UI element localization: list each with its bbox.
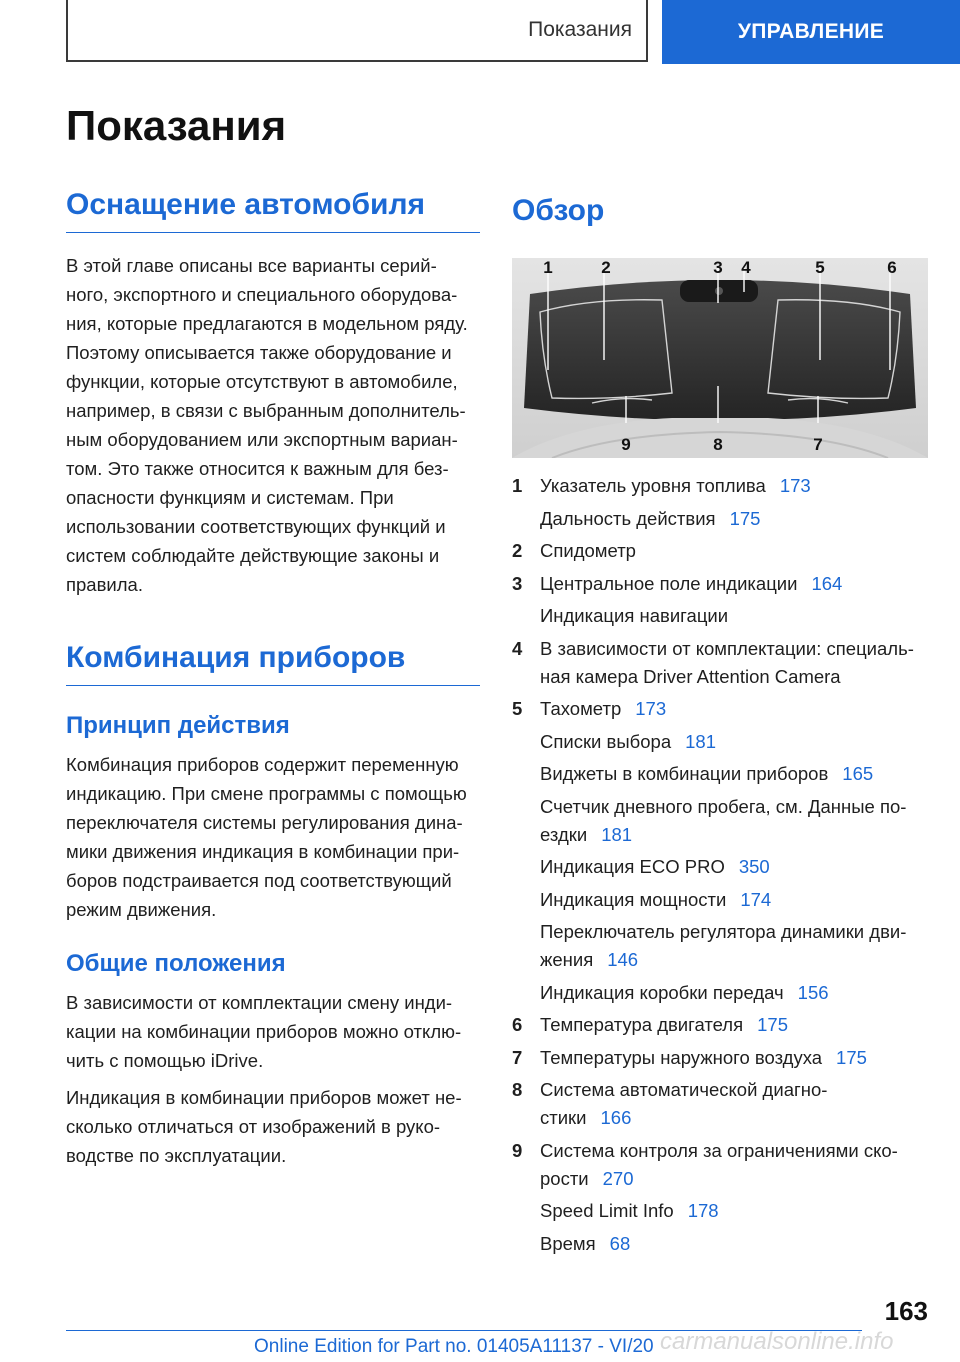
heading-cluster: Комбинация приборов xyxy=(66,641,406,674)
page-ref-link[interactable]: 166 xyxy=(600,1107,632,1128)
legend-text: Указатель уровня топлива 173 xyxy=(540,475,811,496)
heading-general: Общие положения xyxy=(66,950,286,977)
legend-item xyxy=(512,537,932,565)
callout-4: 4 xyxy=(741,258,751,277)
callout-2: 2 xyxy=(601,258,611,277)
page-number: 163 xyxy=(884,1296,928,1326)
page-ref-link[interactable]: 350 xyxy=(738,856,770,877)
legend-number: 1 xyxy=(512,475,523,496)
callout-7: 7 xyxy=(813,435,823,454)
legend-number: 4 xyxy=(512,637,523,659)
left-column xyxy=(66,188,480,1170)
legend-number xyxy=(512,505,540,533)
page-ref-link[interactable]: 146 xyxy=(607,949,639,970)
legend-text: Индикация навигации xyxy=(540,605,729,626)
heading-principle: Принцип действия xyxy=(66,712,290,739)
footer-text: Online Edition for Part no. 01405A11137 - VI/20 xyxy=(254,1336,654,1357)
legend-number xyxy=(512,979,540,1007)
legend-number xyxy=(512,602,540,630)
legend-item xyxy=(512,918,932,974)
page-ref-link[interactable]: 174 xyxy=(740,888,772,910)
legend-number xyxy=(512,1230,540,1258)
legend-text: В зависимости от комплектации: специаль- ная камера Driver Attention Camera xyxy=(540,637,914,687)
legend-item xyxy=(512,635,932,691)
legend-item xyxy=(512,472,932,500)
legend-text: Тахометр 173 xyxy=(540,698,667,719)
legend-item xyxy=(512,1076,932,1132)
legend-item xyxy=(512,570,932,598)
legend-number xyxy=(512,728,540,756)
legend-number: 2 xyxy=(512,540,523,561)
legend-number: 7 xyxy=(512,1046,523,1068)
watermark: carmanualsonline.info xyxy=(660,1328,894,1355)
legend-number: 5 xyxy=(512,698,523,719)
heading-overview: Обзор xyxy=(512,194,605,227)
legend-item xyxy=(512,760,932,788)
header-section xyxy=(66,0,648,62)
callout-5: 5 xyxy=(815,258,825,277)
legend-item xyxy=(512,728,932,756)
heading-equipment: Оснащение автомобиля xyxy=(66,188,426,221)
legend-text: Спидометр xyxy=(540,540,636,561)
page-ref-link[interactable]: 181 xyxy=(601,823,633,845)
legend-text: Температуры наружного воздуха 175 xyxy=(540,1046,867,1068)
page-ref-link[interactable]: 173 xyxy=(635,698,667,719)
legend-text: Система автоматической диагно- стики 166 xyxy=(540,1079,828,1128)
legend-number xyxy=(512,886,540,914)
legend-number: 9 xyxy=(512,1139,523,1161)
header-chapter-tab[interactable] xyxy=(662,0,960,64)
legend-item xyxy=(512,793,932,849)
callout-3: 3 xyxy=(713,258,723,277)
legend-number xyxy=(512,853,540,881)
page-ref-link[interactable]: 175 xyxy=(836,1046,867,1068)
legend-item xyxy=(512,505,932,533)
legend-item xyxy=(512,1044,932,1072)
legend-text: Центральное поле индикации 164 xyxy=(540,572,843,594)
legend-item xyxy=(512,602,932,630)
legend-number xyxy=(512,918,540,974)
paragraph-equipment: В этой главе описаны все варианты серий- ного, экспортного и специального оборудова- ния, которые предлагаются в модельном ряду. Поэтому описывается также оборудование и функции, которые отсутствуют в автомобиле, например, в связи с выбранным дополнитель- ным оборудованием или экспортным вариан- том. Это также относится к важным для без- опасности функциям и системам. При использовании соответствующих функций и систем соблюдайте действующие законы и правила. xyxy=(66,255,468,595)
page-ref-link[interactable]: 175 xyxy=(729,507,761,529)
legend-item xyxy=(512,1197,932,1225)
legend-item xyxy=(512,853,932,881)
legend-item xyxy=(512,1011,932,1039)
right-column xyxy=(512,188,932,1262)
legend-number xyxy=(512,793,540,849)
legend-number: 8 xyxy=(512,1079,523,1100)
legend-text: Система контроля за ограничениями ско- рости 270 xyxy=(540,1139,898,1189)
legend-number: 6 xyxy=(512,1014,523,1035)
legend-text: Счетчик дневного пробега, см. Данные по- ездки 181 xyxy=(540,795,907,845)
page-ref-link[interactable]: 165 xyxy=(842,763,874,784)
legend-text: Списки выбора 181 xyxy=(540,730,716,752)
legend-text: Индикация ECO PRO 350 xyxy=(540,856,770,877)
legend-item xyxy=(512,886,932,914)
page-title: Показания xyxy=(66,102,287,149)
page-ref-link[interactable]: 68 xyxy=(609,1232,631,1254)
legend-item xyxy=(512,1137,932,1193)
legend-list xyxy=(512,472,932,1258)
page-ref-link[interactable]: 181 xyxy=(685,730,716,752)
legend-text: Виджеты в комбинации приборов 165 xyxy=(540,763,874,784)
page-ref-link[interactable]: 164 xyxy=(811,572,843,594)
callout-8: 8 xyxy=(713,435,723,454)
legend-text: Дальность действия 175 xyxy=(540,507,761,529)
header-chapter-label: УПРАВЛЕНИЕ xyxy=(737,20,885,43)
legend-number: 3 xyxy=(512,572,523,594)
legend-item xyxy=(512,695,932,723)
legend-text: Время 68 xyxy=(540,1232,631,1254)
legend-text: Индикация коробки передач 156 xyxy=(540,981,829,1003)
paragraph-general-1: В зависимости от комплектации смену инди- кации на комбинации приборов можно отклю- чить с помощью iDrive. xyxy=(66,992,462,1071)
legend-item xyxy=(512,1230,932,1258)
callout-1: 1 xyxy=(543,258,553,277)
legend-text: Температура двигателя 175 xyxy=(540,1014,788,1035)
instrument-cluster-illustration xyxy=(512,258,928,458)
page-ref-link[interactable]: 173 xyxy=(779,475,811,496)
legend-number xyxy=(512,1197,540,1225)
callout-9: 9 xyxy=(621,435,631,454)
header-section-label: Показания xyxy=(528,18,632,41)
page-ref-link[interactable]: 178 xyxy=(687,1200,719,1221)
legend-text: Переключатель регулятора динамики дви- жения 146 xyxy=(540,921,907,970)
legend-text: Индикация мощности 174 xyxy=(540,888,772,910)
page-ref-link[interactable]: 156 xyxy=(797,981,829,1003)
legend-item xyxy=(512,979,932,1007)
page-ref-link[interactable]: 270 xyxy=(602,1167,634,1189)
paragraph-general-2: Индикация в комбинации приборов может не- сколько отличаться от изображений в руко- водстве по эксплуатации. xyxy=(66,1087,462,1166)
paragraph-principle: Комбинация приборов содержит переменную индикацию. При смене программы с помощью переключателя системы регулирования дина- мики движения индикация в комбинации при- боров подстраивается под соответствующий режим движения. xyxy=(66,754,467,920)
legend-number xyxy=(512,760,540,788)
legend-text: Speed Limit Info 178 xyxy=(540,1200,719,1221)
callout-6: 6 xyxy=(887,258,897,277)
page-ref-link[interactable]: 175 xyxy=(757,1014,788,1035)
